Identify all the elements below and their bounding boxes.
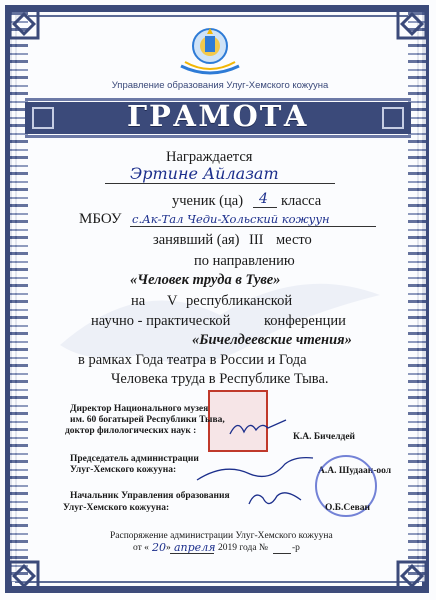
order-number-underline <box>273 553 291 554</box>
certificate-title: ГРАМОТА <box>126 99 309 133</box>
sig2-line2: Улуг-Хемского кожууна: <box>70 465 177 475</box>
order-suffix: -р <box>292 543 300 553</box>
school-prefix: МБОУ <box>79 211 122 227</box>
grade-suffix: класса <box>281 193 322 209</box>
order-month: апреля <box>174 541 216 554</box>
sig1-name: К.А. Бичелдей <box>293 432 356 442</box>
order-close-quote: » <box>166 543 171 553</box>
framework-line-1: в рамках Года театра в России и Года <box>78 352 307 368</box>
sig1-line1: Директор Национального музея <box>70 404 209 414</box>
name-underline <box>105 183 335 184</box>
conf-type: научно - практической <box>91 313 231 329</box>
sig2-line1: Председатель администрации <box>70 454 199 464</box>
order-line-1: Распоряжение администрации Улуг-Хемского кожууна <box>110 531 333 541</box>
grade-underline <box>253 207 277 208</box>
signature-3 <box>245 488 305 512</box>
conf-number: V <box>167 293 178 309</box>
grade-value: 4 <box>259 191 268 207</box>
order-from: от « <box>133 543 149 553</box>
sig3-line1: Начальник Управления образования <box>70 491 230 501</box>
conf-on: на <box>131 293 146 309</box>
order-year: 2019 года № <box>218 543 269 553</box>
place-prefix: занявший (ая) <box>153 232 240 248</box>
corner-knot-icon <box>4 4 44 44</box>
awarded-label: Награждается <box>166 149 253 165</box>
student-prefix: ученик (ца) <box>172 193 244 209</box>
sig3-line2: Улуг-Хемского кожууна: <box>63 503 170 513</box>
signature-2 <box>195 452 315 486</box>
conf-word: конференции <box>264 313 346 329</box>
sig3-name: О.Б.Севан <box>325 503 370 513</box>
corner-knot-icon <box>392 556 432 596</box>
framework-line-2: Человека труда в Республике Тыва. <box>111 371 329 387</box>
sig1-line2: им. 60 богатырей Республики Тыва, <box>70 415 225 425</box>
direction-name: «Человек труда в Туве» <box>130 272 281 288</box>
order-day: 20 <box>152 541 166 554</box>
student-name: Эртине Айлазат <box>130 164 279 183</box>
school-name: с.Ак-Тал Чеди-Хольский кожуун <box>132 212 330 226</box>
sig1-line3: доктор филологических наук : <box>65 426 197 436</box>
signature-1 <box>228 416 288 438</box>
direction-label: по направлению <box>194 253 295 269</box>
conference-name: «Бичелдеевские чтения» <box>192 332 352 348</box>
place-suffix: место <box>276 232 312 248</box>
conf-republican: республиканской <box>186 293 293 309</box>
corner-knot-icon <box>4 556 44 596</box>
sig2-name: А.А. Шудаан-оол <box>318 466 392 476</box>
place-value: III <box>249 232 264 248</box>
education-emblem-icon <box>175 22 245 80</box>
organization-name: Управление образования Улуг-Хемского кожууна <box>111 80 329 91</box>
corner-knot-icon <box>392 4 432 44</box>
month-underline <box>170 553 214 554</box>
